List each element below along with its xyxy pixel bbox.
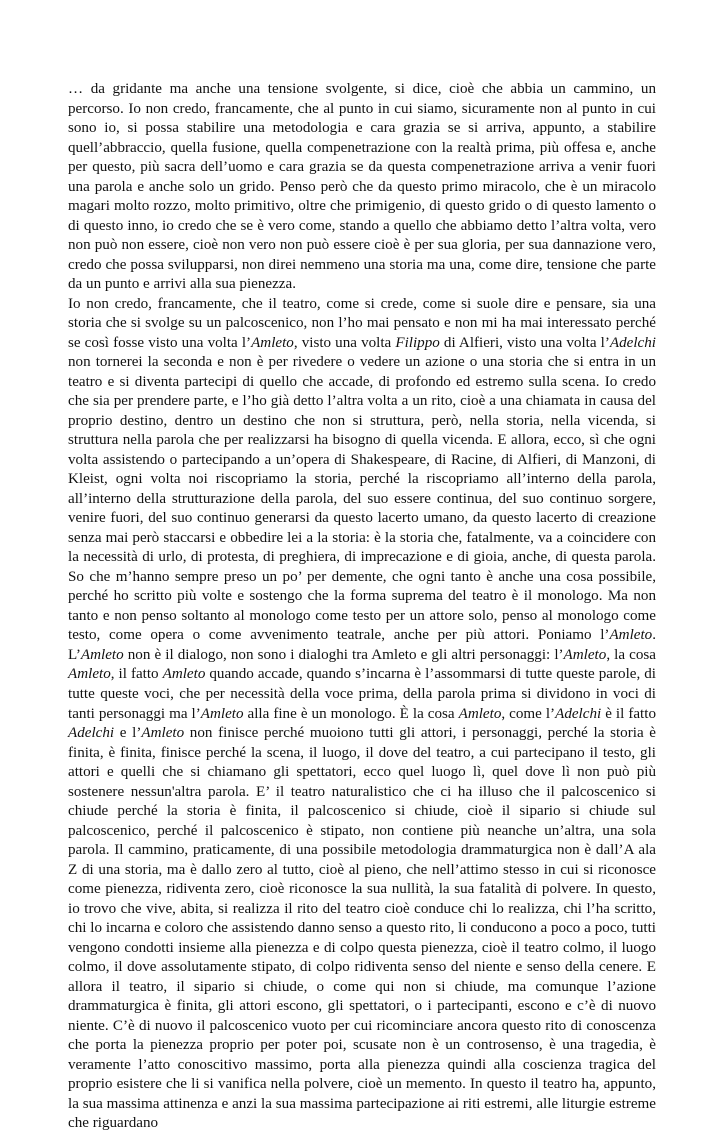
paragraph-2-text: quando accade, quando s’incarna è l’assommarsi di tutte queste parole, di tutte queste voci, che per necessità della voce prima, della parola prima si dividono in voci di tanti personaggi ma l’ [68, 666, 656, 722]
title-amleto: Amleto [609, 627, 653, 644]
title-adelchi: Adelchi [609, 334, 656, 351]
paragraph-2-text: . L’ [68, 627, 656, 663]
paragraph-2 [68, 295, 656, 1134]
title-amleto: Amleto [251, 334, 294, 351]
paragraph-2-text: non finisce perché muoiono tutti gli attori, i personaggi, perché la storia è finita, è finita, finisce perché la scena, il luogo, il dove del teatro, a cui partecipano il testo, gli attori e quelli che si chiamano gli spettatori, ecco quel luogo lì, quel dove lì non può più sostenere nessun'altra parola. E’ il teatro naturalistico che ci ha illuso che il palcoscenico si chiude perché la storia è finita, il palcoscenico si chiude, cioè il sipario si chiude sul palcoscenico, perché il palcoscenico è stipato, non contiene più neanche un’altra, una sola parola. Il cammino, praticamente, di una possibile metodologia drammaturgica non è dall’A ala Z di una storia, ma è dallo zero al tutto, cioè al pieno, che nell’attimo stesso in cui si riconosce come pienezza, ridiventa zero, cioè riconosce la sua nullità, la sua fatalità di polvere. In questo, io trovo che vive, abita, si realizza il rito del teatro cioè conduce chi lo realizza, chi l’ha scritto, chi lo incarna e coloro che assistendo danno senso a questo rito, li conducono a poco a poco, tutti vengono condotti insieme alla pienezza e di colpo questa pienezza, cioè il teatro colmo, il luogo colmo, il dove assolutamente stipato, di colpo ridiventa senso del niente e senso della cenere. E allora il teatro, il sipario si chiude, o come qui non si chiude, ma comunque l’azione drammaturgica è finita, gli attori escono, gli spettatori, o i partecipanti, escono e c’è di nuovo niente. C’è di nuovo il palcoscenico vuoto per cui ricominciare ancora questo rito di conoscenza che porta la pienezza proprio per poter poi, scusate non è un controsenso, è una tragedia, è veramente l’atto conoscitivo massimo, porta alla pienezza quindi alla coscienza tragica del proprio esistere che li si vanifica nella polvere, cioè un memento. In questo il teatro ha, appunto, la sua massima attinenza e anzi la sua massima partecipazione ai riti estremi, alle liturgie estreme che riguardano [68, 725, 657, 1132]
paragraph-2-text: , come l’ [501, 705, 556, 722]
paragraph-2-text: non tornerei la seconda e non è per rivedere o vedere un azione o una storia che si entra in un teatro e si diventa partecipi di quello che accade, di profondo ed estremo sulla scena. Io credo che sia per prendere parte, e l’ho già detto l’altra volta a un rito, cioè a una chiamata in causa del proprio destino, dentro un destino che non si struttura, però, nella storia, nella vicenda, si struttura nella parola che per realizzarsi ha bisogno di quella vicenda. E allora, ecco, sì che ogni volta assistendo o partecipando a un’opera di Shakespeare, di Racine, di Alfieri, di Manzoni, di Kleist, ogni volta noi riscopriamo la storia, perché la riscopriamo all’interno della parola, all’interno della strutturazione della parola, del suo essere continua, del suo continuo sorgere, venire fuori, del suo continuo generarsi da questo lacerto umano, da questo lacerto di creazione senza mai però staccarsi e obbedire lei a la storia: è la storia che, fatalmente, va a coincidere con la necessità di urlo, di protesta, di preghiera, di imprecazione e di gioia, anche, di questa parola. So che m’hanno sempre preso un po’ per demente, che ogni tanto è anche una cosa possibile, perché ho scritto più volte e sostengo che la forma suprema del teatro è il monologo. Ma non tanto e non penso soltanto al monologo come testo per un attore solo, penso al monologo come testo, come opera o come avvenimento teatrale, anche per più attori. Poniamo l’ [68, 354, 656, 644]
title-adelchi: Adelchi [68, 725, 115, 742]
paragraph-2-text: , visto una volta [293, 334, 396, 351]
title-amleto: Amleto [563, 646, 607, 663]
paragraph-2-text: , il fatto [110, 666, 163, 683]
paragraph-2-text: non è il dialogo, non sono i dialoghi tra Amleto e gli altri personaggi: l’ [123, 646, 564, 663]
document-page [68, 80, 656, 1134]
title-amleto: Amleto [200, 705, 244, 722]
paragraph-2-text: di Alfieri, visto una volta l’ [439, 334, 610, 351]
title-adelchi: Adelchi [555, 705, 602, 722]
paragraph-2-text: alla fine è un monologo. È la cosa [243, 705, 459, 722]
paragraph-2-text: , la cosa [606, 646, 656, 663]
paragraph-1 [68, 80, 656, 295]
title-amleto: Amleto [141, 725, 185, 742]
title-filippo: Filippo [395, 334, 440, 351]
title-amleto: Amleto [458, 705, 502, 722]
paragraph-2-text: è il fatto [601, 705, 656, 722]
title-amleto: Amleto [162, 666, 206, 683]
paragraph-2-text: e l’ [114, 725, 142, 742]
paragraph-1-text: … da gridante ma anche una tensione svolgente, si dice, cioè che abbia un cammino, un percorso. Io non credo, francamente, che al punto in cui siamo, sicuramente non al punto in cui sono io, si possa stabilire una metodologia e cara grazia se si arriva, appunto, a stabilire quell’abbraccio, quella fusione, quella compenetrazione con la realtà prima, più offesa e, anche per questo, più sacra dell’uomo e cara grazia se da questa compenetrazione arriva a venir fuori una parola e anche solo un grido. Penso però che da questo primo miracolo, che è un miracolo magari molto rozzo, molto primitivo, oltre che primigenio, di questo grido o di questo lamento o di questo inno, io credo che se è vero come, stando a quello che abbiamo detto l’altra volta, vero non può non essere, cioè non vero non può essere cioè è per sua gloria, per sua dannazione vero, credo che possa svilupparsi, non direi nemmeno una storia ma una, come dire, tensione che parte da un punto e arrivi alla sua pienezza. [68, 81, 656, 293]
paragraph-2-text: Io non credo, francamente, che il teatro, come si crede, come si suole dire e pensare, sia una storia che si svolge su un palcoscenico, non l’ho mai pensato e non mi ha mai interessato perché se così fosse visto una volta l’ [68, 295, 656, 351]
title-amleto: Amleto [80, 646, 124, 663]
title-amleto: Amleto [68, 666, 111, 683]
